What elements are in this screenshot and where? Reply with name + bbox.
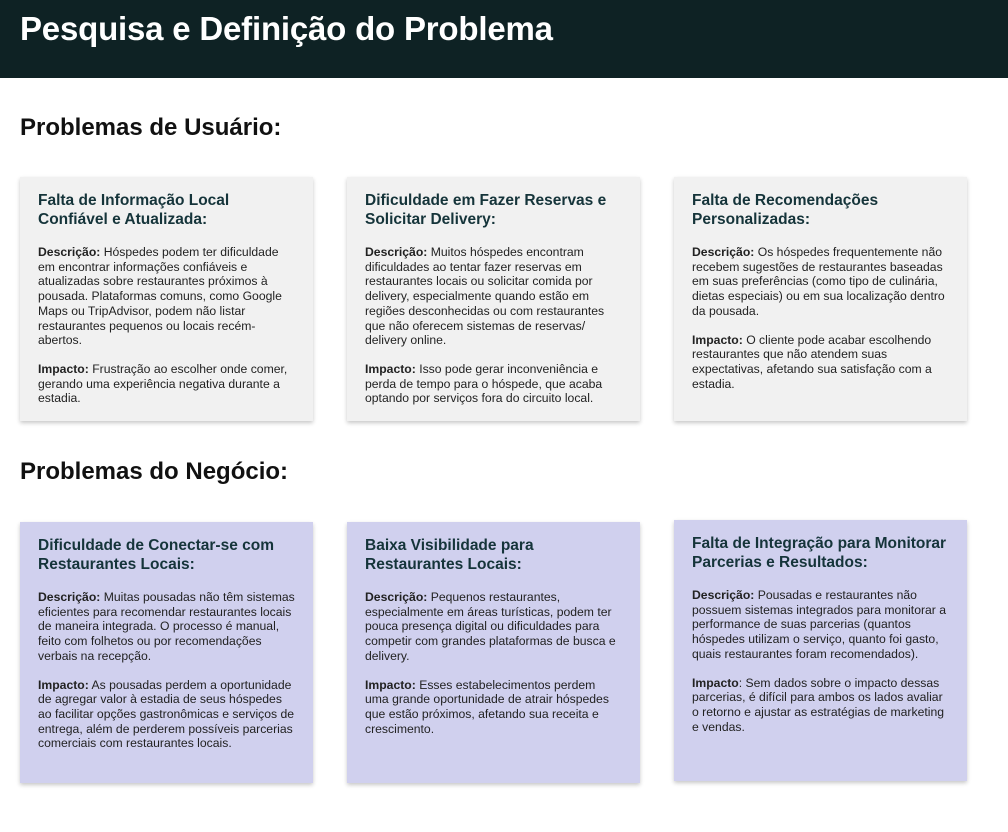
impact-text: Frustração ao escolher onde comer, gerando uma experiência negativa durante a estadia. <box>38 361 288 406</box>
description-label: Descrição: <box>692 245 755 259</box>
card-description <box>692 245 949 319</box>
card-impact <box>692 676 949 735</box>
user-problems-heading: Problemas de Usuário: <box>20 114 282 141</box>
description-label: Descrição: <box>692 588 755 602</box>
card-title: Falta de Recomendações Personalizadas: <box>692 192 879 228</box>
impact-label: Impacto: <box>365 361 416 376</box>
impact-label: Impacto: <box>692 332 743 347</box>
description-text: Muitos hóspedes encontram dificuldades ao tentar fazer reservas em restaurantes locais ou solicitar comida por delivery, especialmente quando estão em regiões desconhecidas ou com restaurantes que não oferecem sistemas de reservas/ delivery online. <box>365 245 605 348</box>
user-problem-card-2 <box>347 177 640 421</box>
card-title: Falta de Informação Local Confiável e Atualizada: <box>38 192 230 228</box>
card-impact <box>692 333 949 392</box>
description-label: Descrição: <box>365 245 428 259</box>
page-header <box>0 0 1008 78</box>
description-text: Os hóspedes frequentemente não recebem sugestões de restaurantes baseadas em suas preferências (como tipo de culinária, dietas especiais) ou em sua localização dentro da pousada. <box>692 245 945 318</box>
page-title: Pesquisa e Definição do Problema <box>20 10 553 47</box>
impact-label: Impacto: <box>365 677 416 692</box>
business-problem-card-2 <box>347 522 640 783</box>
description-text: Pequenos restaurantes, especialmente em áreas turísticas, podem ter pouca presença digital ou dificuldades para competir com grandes plataformas de busca e delivery. <box>365 590 616 663</box>
card-title: Baixa Visibilidade para Restaurantes Locais: <box>365 537 534 573</box>
impact-label: Impacto <box>692 675 739 690</box>
card-impact <box>38 678 295 752</box>
description-text: Hóspedes podem ter dificuldade em encontrar informações confiáveis e atualizadas sobre restaurantes próximos à pousada. Plataformas comuns, como Google Maps ou TripAdvisor, podem não listar restaurantes pequenos ou locais recém-abertos. <box>38 245 282 348</box>
impact-text: : Sem dados sobre o impacto dessas parcerias, é difícil para ambos os lados avaliar o retorno e ajustar as estratégias de marketing e vendas. <box>692 675 945 734</box>
card-description <box>38 590 295 664</box>
description-text: Muitas pousadas não têm sistemas eficientes para recomendar restaurantes locais de maneira integrada. O processo é manual, feito com folhetos ou por recomendações verbais na recepção. <box>38 590 295 663</box>
card-title: Dificuldade em Fazer Reservas e Solicitar Delivery: <box>365 192 607 228</box>
business-problem-card-3 <box>674 520 967 781</box>
impact-label: Impacto: <box>38 361 89 376</box>
card-impact <box>365 678 622 737</box>
impact-text: As pousadas perdem a oportunidade de agregar valor à estadia de seus hóspedes ao facilitar opções gastronômicas e serviços de entrega, além de perderem possíveis parcerias comerciais com restaurantes locais. <box>38 677 295 751</box>
impact-text: Esses estabelecimentos perdem uma grande oportunidade de atrair hóspedes que estão próximos, afetando sua receita e crescimento. <box>365 677 609 736</box>
impact-text: Isso pode gerar inconveniência e perda de tempo para o hóspede, que acaba optando por serviços fora do circuito local. <box>365 361 603 406</box>
card-description <box>365 245 622 348</box>
card-description <box>365 590 622 664</box>
description-text: Pousadas e restaurantes não possuem sistemas integrados para monitorar a performance de suas parcerias (quantos hóspedes utilizam o serviço, quanto foi gasto, quais restaurantes foram recomendados). <box>692 588 947 661</box>
card-impact <box>38 362 295 406</box>
card-title: Falta de Integração para Monitorar Parcerias e Resultados: <box>692 535 947 571</box>
description-label: Descrição: <box>38 590 101 604</box>
impact-label: Impacto: <box>38 677 89 692</box>
business-problem-card-1 <box>20 522 313 783</box>
description-label: Descrição: <box>38 245 101 259</box>
user-problem-card-3 <box>674 177 967 421</box>
card-impact <box>365 362 622 406</box>
card-title: Dificuldade de Conectar-se com Restaurantes Locais: <box>38 537 275 573</box>
impact-text: O cliente pode acabar escolhendo restaurantes que não atendem suas expectativas, afetando sua satisfação com a estadia. <box>692 332 932 391</box>
user-problem-card-1 <box>20 177 313 421</box>
description-label: Descrição: <box>365 590 428 604</box>
card-description <box>38 245 295 348</box>
business-problems-heading: Problemas do Negócio: <box>20 458 289 485</box>
card-description <box>692 588 949 662</box>
